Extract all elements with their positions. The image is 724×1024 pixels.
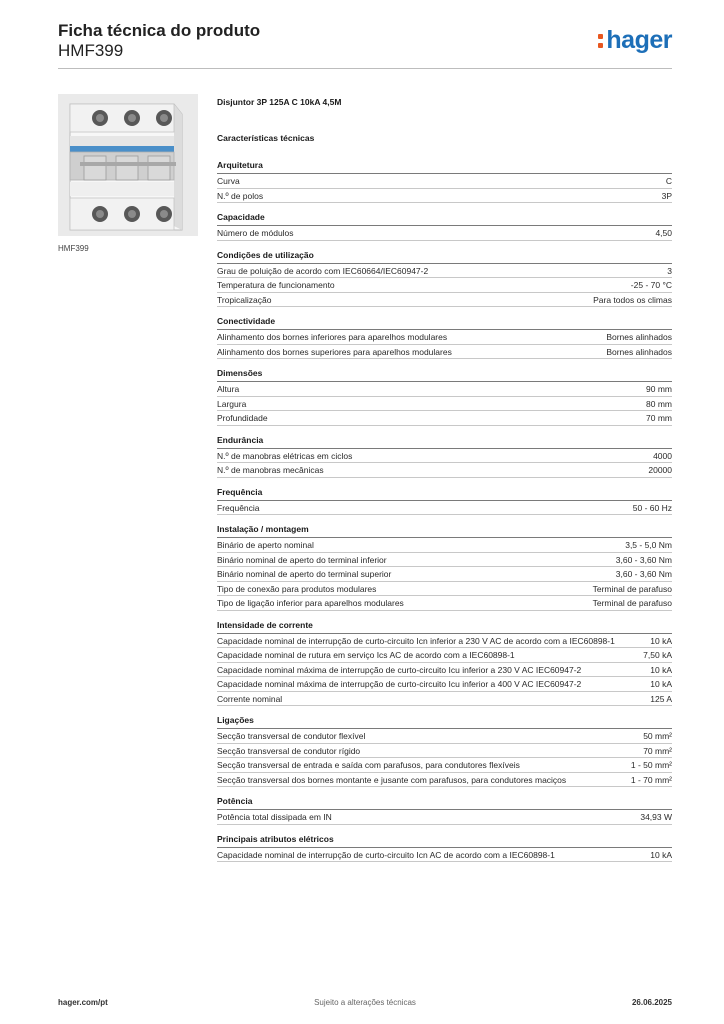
circuit-breaker-icon [58,94,198,236]
spec-value: 4000 [653,450,672,461]
spec-label: Binário nominal de aperto do terminal superior [217,569,392,579]
spec-value: Terminal de parafuso [592,598,672,608]
spec-group-title: Intensidade de corrente [217,619,672,634]
spec-row [217,382,672,397]
spec-value: 20000 [648,465,672,475]
spec-group-title: Conectividade [217,315,672,330]
spec-row [217,330,672,345]
spec-label: Capacidade nominal de interrupção de curto-circuito Icn AC de acordo com a IEC60898-1 [217,849,555,860]
spec-group-title: Arquitetura [217,159,672,174]
spec-value: 3,60 - 3,60 Nm [615,554,672,565]
spec-label: Secção transversal de condutor flexível [217,731,366,741]
spec-row [217,397,672,412]
section-title: Características técnicas [217,133,315,143]
spec-group-title: Principais atributos elétricos [217,833,672,848]
spec-row [217,810,672,825]
spec-label: Capacidade nominal máxima de interrupção de curto-circuito Icu inferior a 400 V AC IEC60947-2 [217,679,582,689]
spec-label: Alinhamento dos bornes inferiores para aparelhos modulares [217,332,448,342]
spec-label: Tropicalização [217,294,272,305]
spec-content [217,96,672,870]
spec-row [217,174,672,189]
spec-value: 70 mm² [643,745,672,756]
spec-group-title: Capacidade [217,211,672,226]
header-divider [58,68,672,69]
spec-row [217,648,672,663]
product-name: Disjuntor 3P 125A C 10kA 4,5M [217,97,342,107]
spec-group [217,211,672,241]
spec-group [217,714,672,787]
spec-value: 10 kA [650,664,672,675]
spec-value: 3P [661,190,672,201]
spec-row [217,773,672,788]
spec-value: Para todos os climas [593,294,672,305]
spec-row [217,677,672,692]
spec-value: 10 kA [650,849,672,860]
spec-group [217,367,672,426]
spec-group-title: Potência [217,795,672,810]
spec-label: Corrente nominal [217,693,283,704]
spec-label: N.º de manobras elétricas em ciclos [217,450,353,461]
spec-value: 1 - 70 mm² [630,774,672,785]
spec-group-title: Ligações [217,714,672,729]
spec-group [217,159,672,203]
spec-group-title: Dimensões [217,367,672,382]
spec-value: 125 A [650,693,672,704]
spec-value: 70 mm [646,413,672,423]
spec-value: Bornes alinhados [606,346,672,357]
spec-group [217,619,672,707]
spec-row [217,501,672,516]
spec-label: Grau de poluição de acordo com IEC60664/IEC60947-2 [217,265,429,276]
spec-row [217,264,672,279]
spec-value: 1 - 50 mm² [630,760,672,770]
spec-row [217,449,672,464]
spec-label: Profundidade [217,413,268,423]
spec-group [217,795,672,825]
spec-row [217,663,672,678]
spec-label: Altura [217,384,240,394]
spec-label: Alinhamento dos bornes superiores para aparelhos modulares [217,346,452,357]
spec-value: 80 mm [646,398,672,409]
spec-value: Bornes alinhados [606,332,672,342]
spec-label: Frequência [217,502,260,513]
spec-label: Capacidade nominal de interrupção de curto-circuito Icn inferior a 230 V AC de acordo com a IEC60898-1 [217,635,615,646]
spec-label: Secção transversal de condutor rígido [217,745,361,756]
spec-label: Secção transversal de entrada e saída com parafusos, para condutores flexíveis [217,760,520,770]
spec-label: Número de módulos [217,228,294,238]
spec-label: Tipo de ligação inferior para aparelhos modulares [217,598,404,608]
spec-value: 10 kA [650,679,672,689]
spec-row [217,758,672,773]
spec-row [217,538,672,553]
spec-value: 90 mm [646,384,672,394]
logo-text: hager [606,25,672,54]
footer-note: Sujeito a alterações técnicas [314,998,416,1007]
spec-value: C [665,176,672,186]
spec-group [217,486,672,516]
spec-group [217,434,672,478]
spec-row [217,345,672,360]
spec-row [217,553,672,568]
spec-label: Capacidade nominal de rutura em serviço Ics AC de acordo com a IEC60898-1 [217,650,515,660]
product-image-caption: HMF399 [58,244,89,253]
spec-group [217,523,672,611]
spec-row [217,692,672,707]
spec-row [217,596,672,611]
spec-groups [217,159,672,862]
spec-row [217,582,672,597]
spec-label: N.º de polos [217,190,264,201]
spec-label: Capacidade nominal máxima de interrupção de curto-circuito Icu inferior a 230 V AC IEC60947-2 [217,664,582,675]
spec-label: Secção transversal dos bornes montante e jusante com parafusos, para condutores maciços [217,774,567,785]
spec-row [217,278,672,293]
spec-value: -25 - 70 °C [630,280,672,290]
hager-logo [598,24,672,56]
spec-row [217,848,672,863]
spec-value: 50 - 60 Hz [632,502,672,513]
spec-label: Tipo de conexão para produtos modulares [217,583,377,594]
spec-group-title: Condições de utilização [217,249,672,264]
spec-label: Largura [217,398,247,409]
page-title: Ficha técnica do produto [58,21,261,40]
spec-row [217,729,672,744]
spec-row [217,567,672,582]
spec-value: 7,50 kA [643,650,672,660]
spec-group-title: Instalação / montagem [217,523,672,538]
spec-row [217,226,672,241]
spec-label: Curva [217,176,240,186]
spec-row [217,463,672,478]
spec-label: N.º de manobras mecânicas [217,465,324,475]
logo-dots-icon [598,30,604,50]
product-code: HMF399 [58,41,124,60]
product-image [58,94,198,236]
page-header [58,20,672,68]
spec-value: 50 mm² [643,731,672,741]
spec-group [217,249,672,308]
spec-group [217,315,672,359]
spec-label: Binário nominal de aperto do terminal inferior [217,554,387,565]
spec-value: Terminal de parafuso [592,583,672,594]
spec-row [217,293,672,308]
spec-group-title: Endurância [217,434,672,449]
spec-label: Binário de aperto nominal [217,540,314,550]
footer-date: 26.06.2025 [631,998,672,1007]
spec-group [217,833,672,863]
spec-row [217,411,672,426]
spec-label: Potência total dissipada em IN [217,812,332,822]
spec-value: 3,60 - 3,60 Nm [615,569,672,579]
spec-value: 3 [667,265,672,276]
spec-row [217,744,672,759]
spec-value: 4,50 [655,228,672,238]
spec-row [217,189,672,204]
spec-label: Temperatura de funcionamento [217,280,335,290]
spec-group-title: Frequência [217,486,672,501]
page-footer [58,998,672,1012]
spec-value: 10 kA [650,635,672,646]
spec-value: 3,5 - 5,0 Nm [625,540,672,550]
spec-row [217,634,672,649]
footer-website-link[interactable]: hager.com/pt [58,998,108,1007]
spec-value: 34,93 W [640,812,672,822]
